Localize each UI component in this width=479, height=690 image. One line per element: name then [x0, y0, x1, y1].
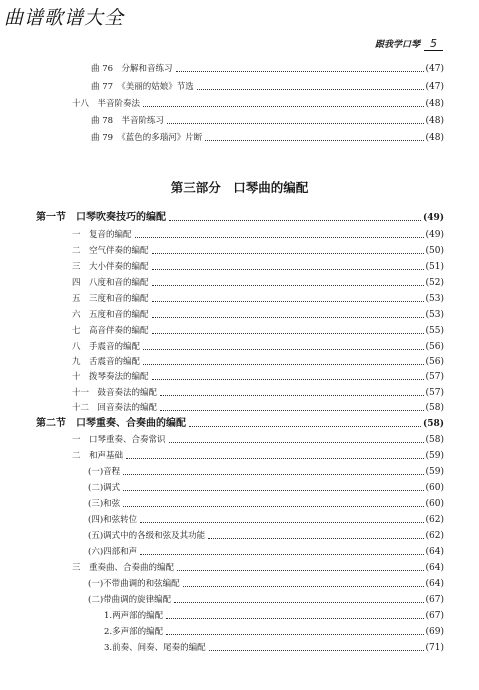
toc-entry-piece-77 — [91, 80, 444, 94]
toc-entry-label: 三 大小伴奏的编配 — [72, 262, 149, 272]
toc-entry-piece-78 — [91, 114, 444, 128]
toc-entry-page: (57) — [425, 388, 444, 398]
toc-entry-page: (56) — [425, 357, 444, 367]
toc-entry-label: 十 拨琴奏法的编配 — [72, 372, 149, 382]
toc-entry-label: (五)调式中的各级和弦及其功能 — [88, 531, 206, 541]
toc-entry — [88, 465, 444, 479]
dot-leader — [197, 89, 424, 90]
dot-leader — [152, 269, 424, 270]
toc-entry-label: 七 高音伴奏的编配 — [72, 326, 149, 336]
toc-entry — [72, 433, 444, 447]
dot-leader — [152, 301, 424, 302]
dot-leader — [189, 426, 421, 427]
toc-entry-page: (58) — [425, 435, 444, 445]
toc-entry — [72, 308, 444, 322]
page-header — [375, 37, 443, 50]
toc-entry — [88, 593, 444, 607]
toc-entry-label: 二 和声基础 — [72, 451, 124, 461]
toc-entry-label: (六)四部和声 — [88, 547, 138, 557]
book-title: 跟我学口琴 — [374, 40, 420, 50]
toc-entry-label: 一 口琴重奏、合奏常识 — [72, 435, 166, 445]
dot-leader — [123, 490, 423, 491]
dot-leader — [166, 634, 423, 635]
toc-entry-label: 十八 半音阶奏法 — [72, 99, 141, 109]
dot-leader — [177, 570, 424, 571]
toc-entry — [88, 481, 444, 495]
toc-entry-page: (56) — [425, 342, 444, 352]
toc-entry-page: (64) — [425, 547, 444, 557]
dot-leader — [152, 379, 424, 380]
dot-leader — [143, 349, 424, 350]
toc-entry-page: (48) — [425, 116, 444, 126]
toc-entry-label: (二)调式 — [88, 483, 121, 493]
toc-entry-page: (52) — [425, 278, 444, 288]
toc-entry-page: (47) — [425, 82, 444, 92]
toc-entry-label: 二 空气伴奏的编配 — [72, 246, 149, 256]
toc-entry-piece-79 — [91, 131, 444, 145]
toc-entry — [88, 577, 444, 591]
dot-leader — [152, 285, 424, 286]
toc-entry — [104, 641, 444, 655]
dot-leader — [176, 71, 424, 72]
toc-entry-label: 九 舌震音的编配 — [72, 357, 141, 367]
toc-entry-page: (59) — [425, 467, 444, 477]
toc-entry-label: (一)音程 — [88, 467, 121, 477]
toc-entry-page: (71) — [425, 643, 444, 653]
toc-entry-page: (59) — [425, 451, 444, 461]
dot-leader — [183, 586, 424, 587]
toc-entry-label: 十一 鼓音奏法的编配 — [72, 388, 158, 398]
toc-entry-label: 曲 76 分解和音练习 — [91, 64, 173, 74]
toc-entry — [104, 609, 444, 623]
toc-entry-page: (58) — [422, 419, 444, 429]
dot-leader — [140, 522, 423, 523]
toc-entry-page: (48) — [425, 133, 444, 143]
dot-leader — [169, 220, 421, 221]
toc-entry-piece-76 — [91, 62, 444, 76]
toc-entry — [72, 276, 444, 290]
part-title: 第三部分 口琴曲的编配 — [170, 180, 309, 195]
toc-entry-label: (二)带曲调的旋律编配 — [88, 595, 172, 605]
toc-entry — [72, 340, 444, 354]
toc-entry-page: (62) — [425, 515, 444, 525]
toc-entry-label: (三)和弦 — [88, 499, 121, 509]
toc-entry-label: 六 五度和音的编配 — [72, 310, 149, 320]
toc-entry — [72, 386, 444, 400]
dot-leader — [160, 395, 424, 396]
toc-entry-page: (67) — [425, 595, 444, 605]
toc-entry — [72, 324, 444, 338]
toc-entry — [88, 545, 444, 559]
toc-entry-label: 三 重奏曲、合奏曲的编配 — [72, 563, 175, 573]
toc-entry — [88, 513, 444, 527]
toc-entry-page: (48) — [425, 99, 444, 109]
toc-entry-label: 曲 77 《美丽的姑娘》节选 — [91, 82, 194, 92]
toc-entry — [72, 292, 444, 306]
dot-leader — [123, 506, 423, 507]
dot-leader — [123, 474, 423, 475]
toc-entry-label: 四 八度和音的编配 — [72, 278, 149, 288]
toc-entry — [72, 449, 444, 463]
toc-entry-label: 第二节 口琴重奏、合奏曲的编配 — [36, 418, 186, 429]
toc-entry-label: 五 三度和音的编配 — [72, 294, 149, 304]
toc-entry-page: (50) — [425, 246, 444, 256]
toc-entry-label: 第一节 口琴吹奏技巧的编配 — [36, 212, 166, 223]
toc-entry-label: 2.多声部的编配 — [104, 627, 164, 637]
toc-entry-label: 一 复音的编配 — [72, 230, 132, 240]
toc-entry-page: (64) — [425, 579, 444, 589]
toc-entry-page: (62) — [425, 531, 444, 541]
toc-entry-label: 曲 79 《蓝色的多瑙河》片断 — [91, 133, 203, 143]
toc-entry-page: (57) — [425, 372, 444, 382]
watermark-text: 曲谱歌谱大全 — [4, 7, 125, 29]
toc-entry — [72, 370, 444, 384]
toc-entry — [88, 529, 444, 543]
dot-leader — [205, 140, 423, 141]
toc-entry — [72, 401, 444, 415]
dot-leader — [152, 253, 424, 254]
dot-leader — [169, 442, 424, 443]
toc-entry-label: 曲 78 半音阶练习 — [91, 116, 165, 126]
toc-entry-page: (58) — [425, 403, 444, 413]
dot-leader — [174, 602, 423, 603]
toc-entry-chromatic — [72, 97, 444, 111]
toc-entry — [72, 244, 444, 258]
toc-entry-page: (55) — [425, 326, 444, 336]
dot-leader — [143, 364, 424, 365]
toc-entry — [104, 625, 444, 639]
toc-entry-page: (64) — [425, 563, 444, 573]
dot-leader — [166, 618, 423, 619]
dot-leader — [160, 410, 424, 411]
toc-entry-page: (60) — [425, 483, 444, 493]
dot-leader — [126, 458, 424, 459]
toc-section-2 — [36, 417, 444, 431]
dot-leader — [152, 333, 424, 334]
toc-entry-page: (60) — [425, 499, 444, 509]
dot-leader — [152, 317, 424, 318]
dot-leader — [209, 650, 424, 651]
dot-leader — [167, 123, 423, 124]
toc-entry — [72, 228, 444, 242]
toc-entry-page: (53) — [425, 294, 444, 304]
toc-entry-label: (一)不带曲调的和弦编配 — [88, 579, 180, 589]
toc-entry — [72, 260, 444, 274]
toc-entry-page: (49) — [422, 213, 444, 223]
toc-entry-label: (四)和弦转位 — [88, 515, 138, 525]
toc-entry-page: (47) — [425, 64, 444, 74]
toc-entry-page: (51) — [425, 262, 444, 272]
toc-section-1 — [36, 211, 444, 225]
toc-entry-label: 八 手震音的编配 — [72, 342, 141, 352]
page-number: 5 — [424, 37, 443, 51]
toc-entry-page: (49) — [425, 230, 444, 240]
toc-entry-label: 1.两声部的编配 — [104, 611, 164, 621]
toc-entry-label: 3.前奏、间奏、尾奏的编配 — [104, 643, 206, 653]
dot-leader — [140, 554, 423, 555]
dot-leader — [208, 538, 423, 539]
toc-entry-page: (67) — [425, 611, 444, 621]
toc-entry-label: 十二 回音奏法的编配 — [72, 403, 158, 413]
dot-leader — [135, 237, 424, 238]
toc-entry — [72, 561, 444, 575]
toc-entry — [72, 355, 444, 369]
dot-leader — [143, 106, 424, 107]
toc-entry-page: (53) — [425, 310, 444, 320]
toc-entry-page: (69) — [425, 627, 444, 637]
toc-entry — [88, 497, 444, 511]
